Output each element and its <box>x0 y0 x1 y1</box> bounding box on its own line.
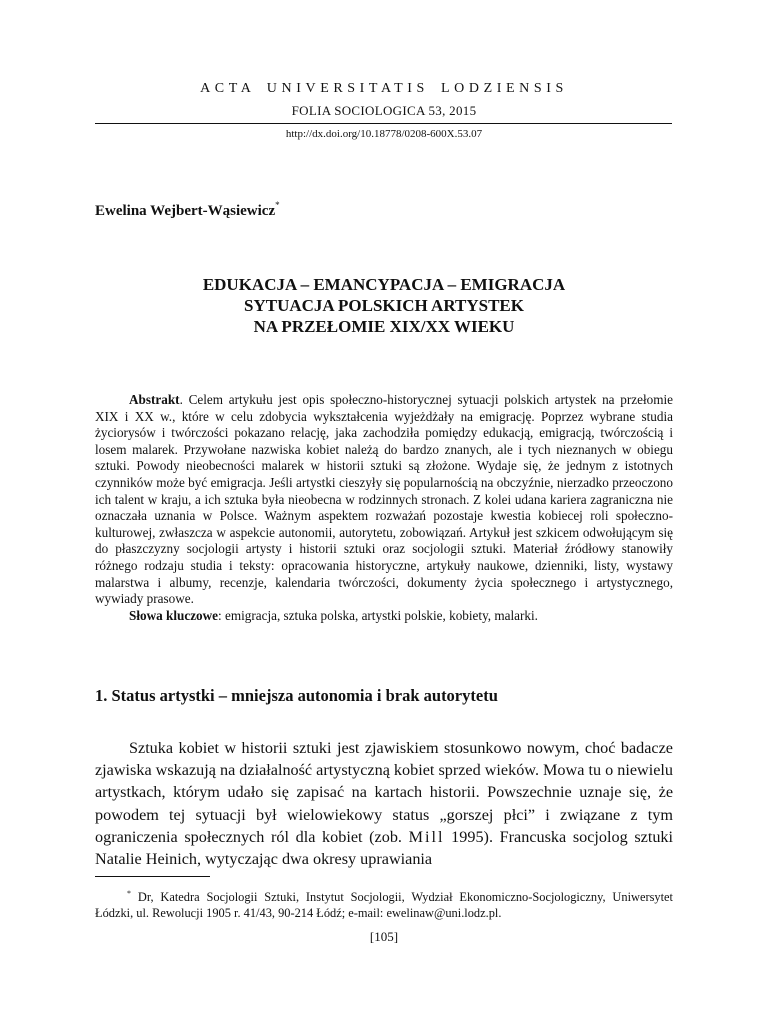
keywords-paragraph <box>95 608 673 625</box>
body-text-part-1: Sztuka kobiet w historii sztuki jest zjawiskiem stosunkowo nowym, choć badacze zjawiska wskazują na działalność artystyczną kobiet sprzed wieków. Mowa tu o niewielu artystkach, którym udało się zapisać na kartach historii. Powszechnie uznaje się, że powodem tej sytuacji był wielowiekowy status „gorszej płci” i związane z tym ograniczenia społecznych ról dla kobiet (zob. <box>95 739 673 846</box>
body-paragraph <box>95 737 673 870</box>
citation-name: Mill <box>408 827 445 846</box>
abstract-text: . Celem artykułu jest opis społeczno-historycznej sytuacji polskich artystek na przełomie XIX i XX w., które w celu zdobycia wykształcenia wyjeżdżały na emigrację. Poprzez wybrane studia życiorysów i twórczości pokazano relację, jaka zachodziła pomiędzy edukacją, emigracją, twórczością i losem malarek. Przywołane nazwiska kobiet należą do bardzo znanych, ale i tych nieznanych w obiegu sztuki. Powody nieobecności malarek w historii sztuki są złożone. Wydaje się, że jednym z istotnych czynników może być emigracja. Jeśli artystki cieszyły się popularnością na obczyźnie, nierzadko przeoczono ich talent w kraju, a ich sztuka była nieobecna w rodzinnych stronach. Z kolei udana kariera zagraniczna nie oznaczała uznania w Polsce. Ważnym aspektem rozważań pozostaje kwestia kobiecej roli społeczno-kulturowej, zwłaszcza w aspekcie autonomii, autorytetu, zobowiązań. Artykuł jest szkicem odwołującym się do płaszczyzny socjologii artysty i historii sztuki oraz socjologii sztuki. Materiał źródłowy stanowiły różnego rodzaju studia i teksty: opracowania historyczne, artykuły naukowe, dzienniki, listy, wystawy malarstwa i albumy, recenzje, kalendaria twórczości, dokumenty życia społecznego i artystycznego, wywiady prasowe. <box>95 392 673 607</box>
footnote-rule <box>95 876 210 877</box>
author-name-text: Ewelina Wejbert-Wąsiewicz <box>95 203 276 219</box>
body-text-part-2: 1995). Francuska socjolog sztuki Natalie Heinich, wytyczając dwa okresy uprawiania <box>95 827 673 869</box>
author-footnote-mark: * <box>275 200 280 210</box>
footnote-mark: * <box>127 889 131 898</box>
abstract <box>95 392 673 624</box>
header-rule <box>95 123 672 124</box>
abstract-paragraph <box>95 392 673 608</box>
title-line-1: EDUKACJA – EMANCYPACJA – EMIGRACJA <box>202 275 566 294</box>
footnote-text: Dr, Katedra Socjologii Sztuki, Instytut Socjologii, Wydział Ekonomiczno-Socjologiczny, Uniwersytet Łódzki, ul. Rewolucji 1905 r. 41/43, 90-214 Łódź; e-mail: ewelinaw@uni.lodz.pl. <box>95 890 673 921</box>
keywords-label: Słowa kluczowe <box>129 607 219 623</box>
doi-link[interactable]: http://dx.doi.org/10.18778/0208-600X.53.07 <box>285 128 483 140</box>
author-name <box>95 201 280 220</box>
footnote <box>95 886 673 921</box>
article-title <box>95 274 673 337</box>
journal-folio: FOLIA SOCIOLOGICA 53, 2015 <box>291 103 477 118</box>
page-number: [105] <box>369 929 399 944</box>
section-heading: 1. Status artystki – mniejsza autonomia i brak autorytetu <box>95 686 498 705</box>
keywords-text: : emigracja, sztuka polska, artystki polskie, kobiety, malarki. <box>218 607 538 623</box>
abstract-label: Abstrakt <box>129 392 180 407</box>
journal-name: ACTA UNIVERSITATIS LODZIENSIS <box>200 81 568 96</box>
title-line-3: NA PRZEŁOMIE XIX/XX WIEKU <box>253 317 515 336</box>
title-line-2: SYTUACJA POLSKICH ARTYSTEK <box>244 296 524 315</box>
